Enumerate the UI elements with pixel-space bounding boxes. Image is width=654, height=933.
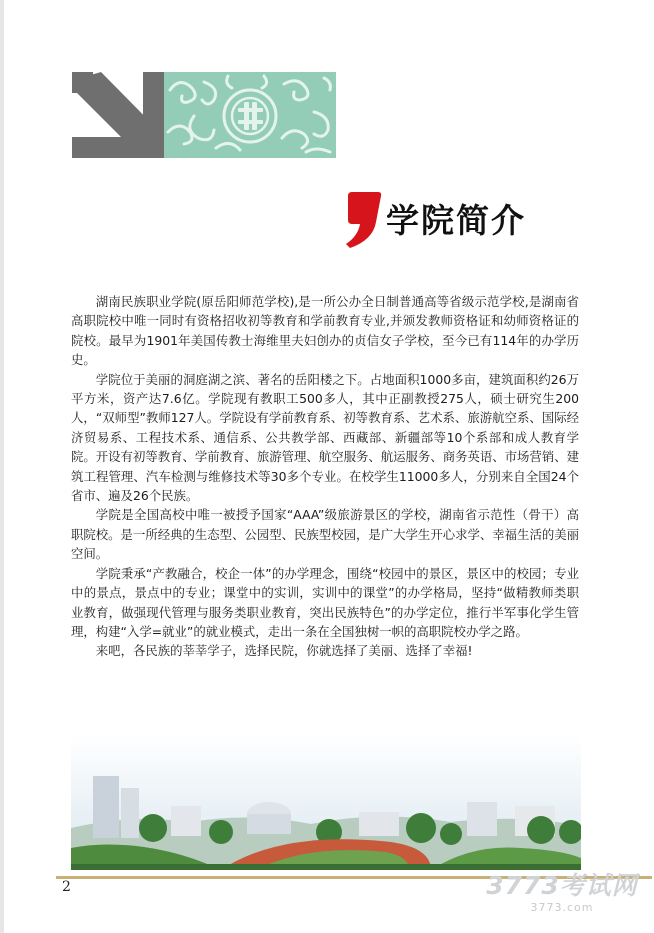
campus-photo: [71, 736, 581, 870]
arrow-graphic-icon: [72, 72, 164, 158]
red-comma-icon: [338, 188, 384, 252]
article-body: [71, 292, 579, 661]
cloud-pattern-icon: [164, 72, 336, 158]
paragraph: 来吧，各民族的莘莘学子，选择民院，你就选择了美丽、选择了幸福!: [95, 643, 473, 659]
page-edge: [0, 0, 4, 933]
section-heading: [338, 188, 526, 252]
watermark-logo: 3773考试网: [486, 871, 638, 900]
site-watermark: [482, 870, 642, 914]
paragraph: 学院位于美丽的洞庭湖之滨、著名的岳阳楼之下。占地面积1000多亩，建筑面积约26万平方米，资产达7.6亿。学院现有教职工500多人，其中正副教授275人，硕士研究生200人，“双师型”教师127人。学院设有学前教育系、初等教育系、艺术系、旅游航空系、国际经济贸易系、工程技术系、通信系、公共教学部、西藏部、新疆部等10个系部和成人教育学院。开设有初等教育、学前教育、旅游管理、航空服务、航运服务、商务英语、市场营销、建筑工程管理、汽车检测与维修技术等30多个专业。在校学生11000多人，分别来自全国24个省市、遍及26个民族。: [71, 371, 580, 504]
page-number: 2: [62, 879, 71, 895]
watermark-url: 3773.com: [530, 901, 594, 914]
cloud-pattern-tile: [164, 72, 336, 158]
paragraph: 湖南民族职业学院(原岳阳师范学校),是一所公办全日制普通高等省级示范学校,是湖南省高职院校中唯一同时有资格招收初等教育和学前教育专业,并颁发教师资格证和幼师资格证的院校。最早为1901年美国传教士海维里夫妇创办的贞信女子学校，至今已有114年的办学历史。: [71, 294, 579, 368]
paragraph: 学院秉承“产教融合，校企一体”的办学理念，围绕“校园中的景区，景区中的校园；专业中的景点，景点中的专业；课堂中的实训，实训中的课堂”的办学格局，坚持“做精教师类职业教育，做强现代管理与服务类职业教育，突出民族特色”的办学定位，推行半军事化学生管理，构建“入学=就业”的就业模式，走出一条在全国独树一帜的高职院校办学之路。: [71, 565, 579, 639]
page-title: 学院简介: [386, 200, 526, 240]
campus-panorama-image: [71, 736, 581, 870]
paragraph: 学院是全国高校中唯一被授予国家“AAA”级旅游景区的学校，湖南省示范性（骨干）高职院校。是一所经典的生态型、公园型、民族型校园，是广大学生开心求学、幸福生活的美丽空间。: [71, 507, 580, 562]
